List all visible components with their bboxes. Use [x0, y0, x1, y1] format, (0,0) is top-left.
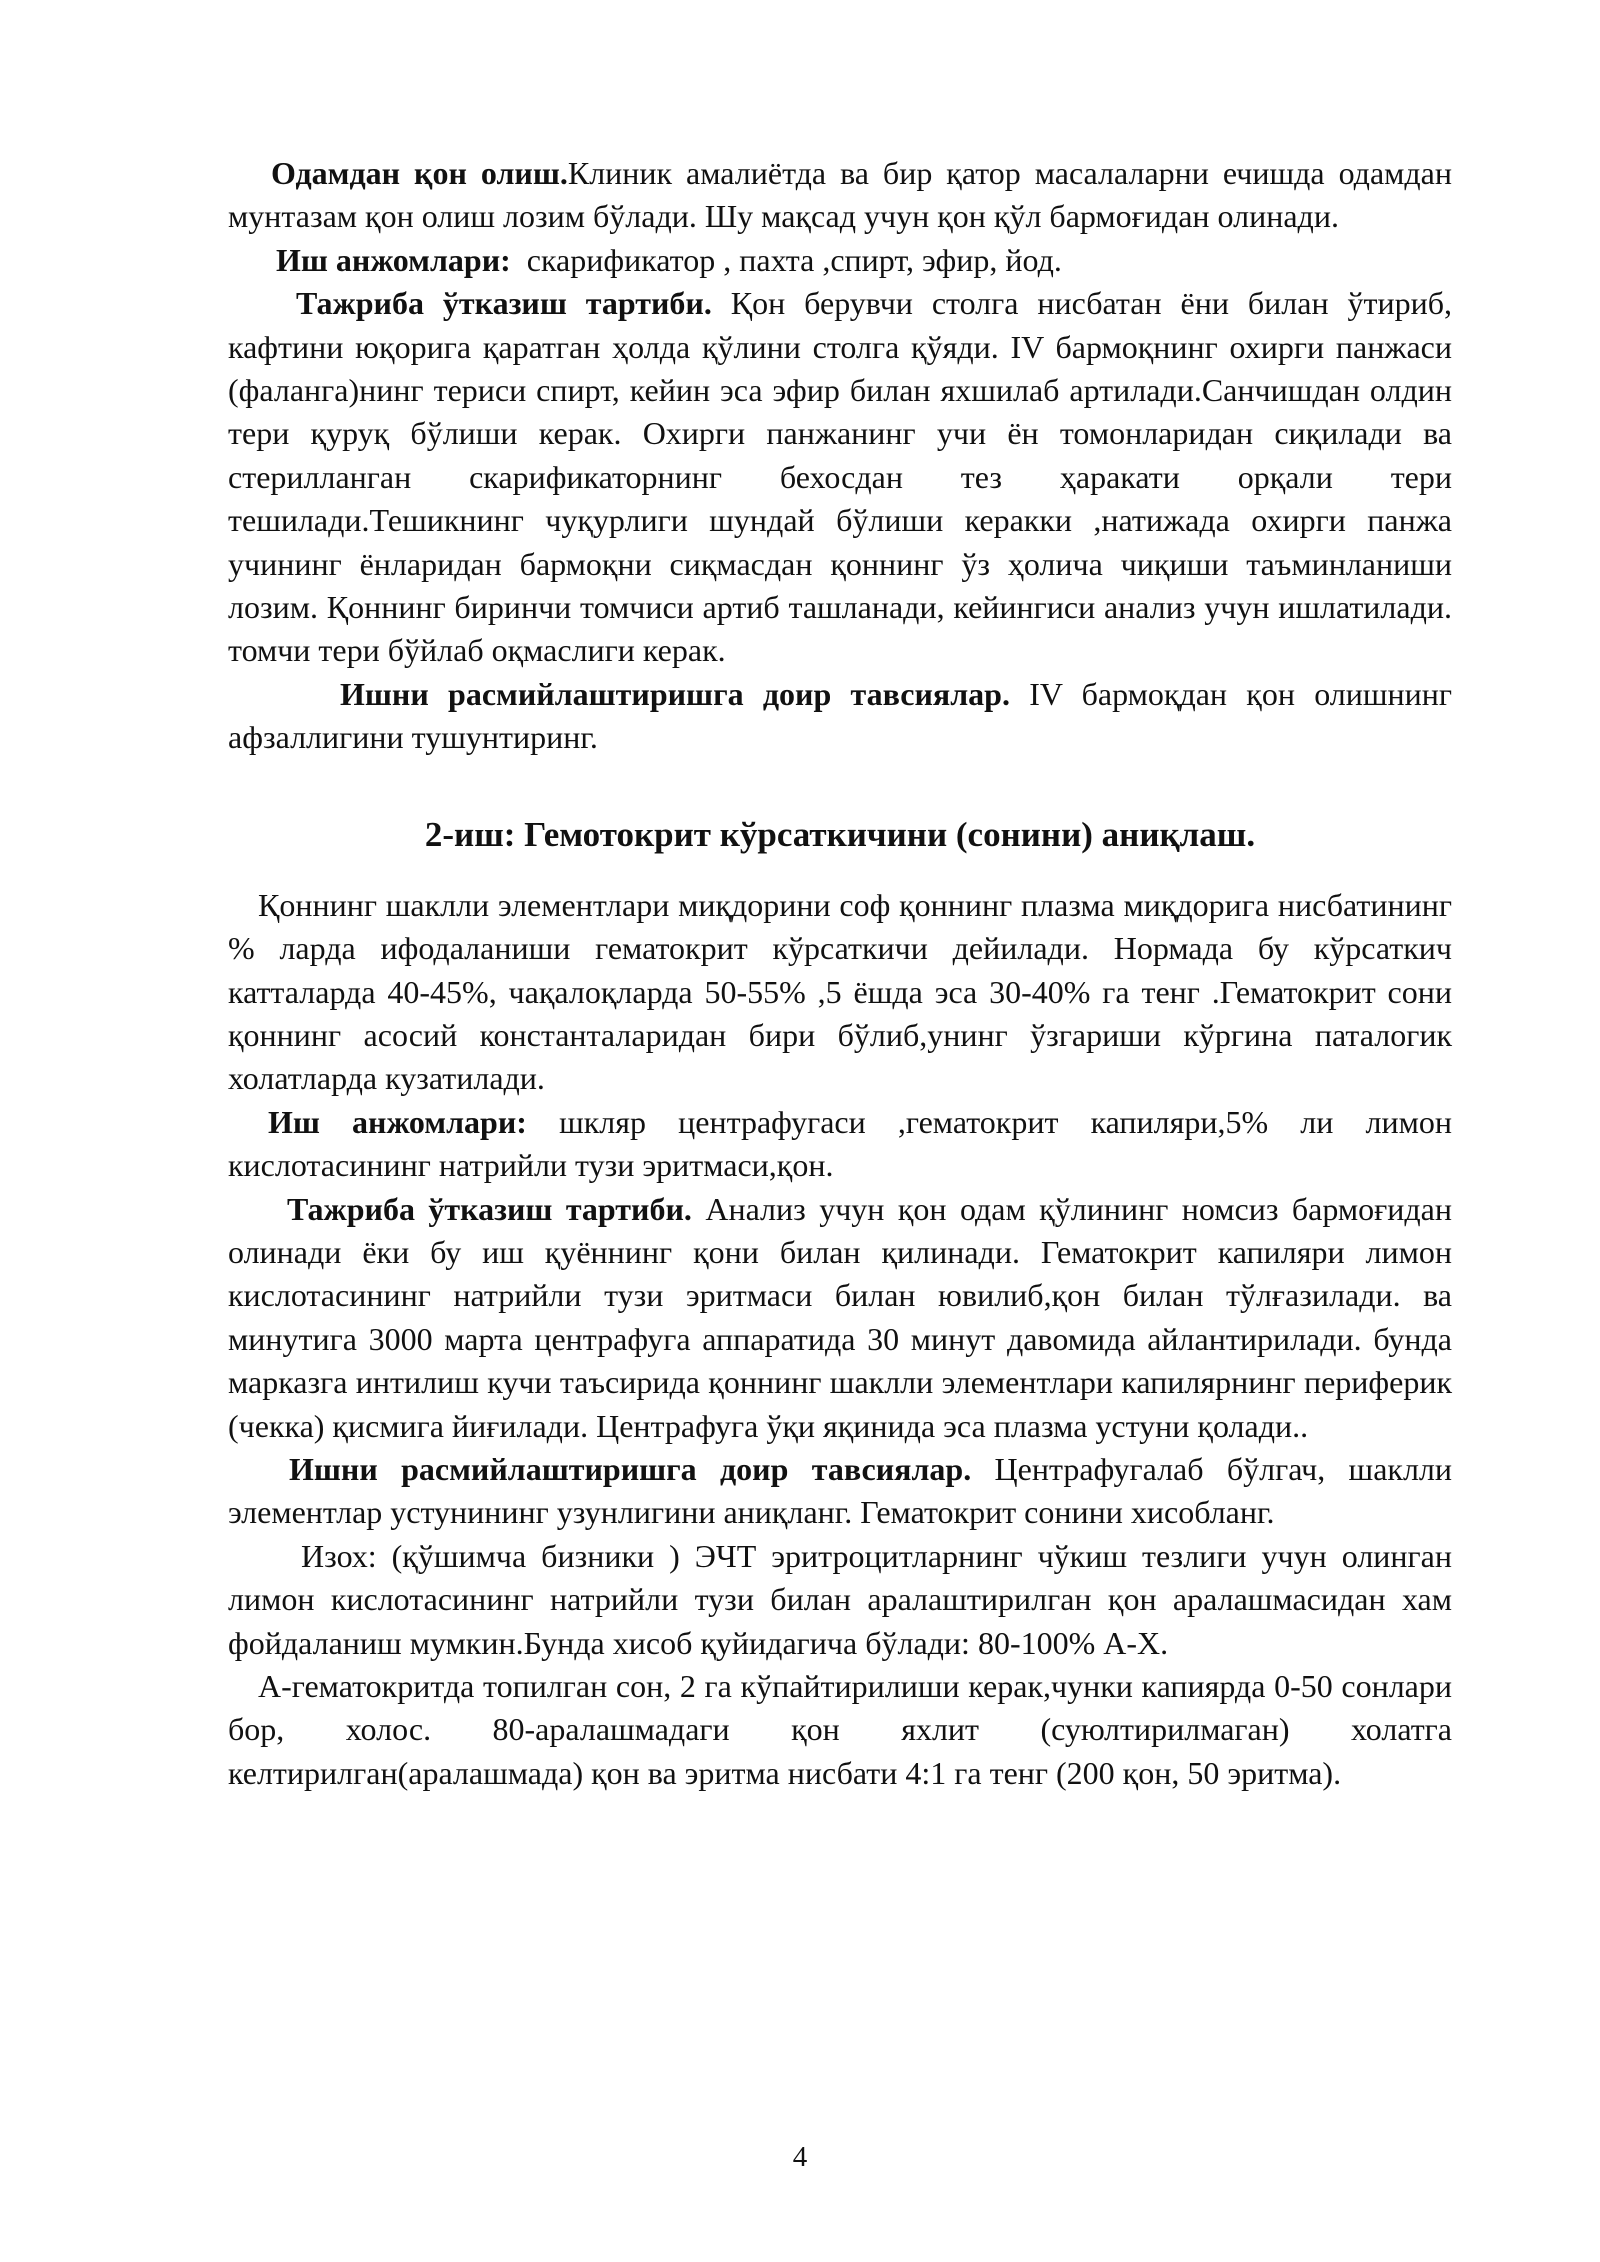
paragraph-title: Одамдан қон олиш. — [271, 155, 568, 191]
paragraph-title: Иш анжомлари: — [276, 241, 511, 278]
paragraph-text: Анализ учун қон одам қўлининг номсиз бармоғидан олинади ёки бу иш қуённинг қони билан қилинади. Гематокрит капиляри лимон кислотасининг натрийли тузи эритмаси билан ювилиб,қон билан тўлғазилади. ва минутига 3000 марта центрафуга аппаратида 30 минут давомида айлантирилади. бунда марказга интилиш кучи таъсирида қоннинг шаклли элементлари капилярнинг периферик (чекка) қисмига йиғилади. Центрафуга ўқи яқинида эса плазма устуни қолади.. — [228, 1190, 1453, 1444]
paragraph-title: Тажриба ўтказиш тартиби. — [296, 285, 712, 322]
paragraph-text: скарификатор , пахта ,спирт, эфир, йод. — [510, 241, 1062, 278]
paragraph-text: IV бармоқдан қон олишнинг афзаллигини тушунтиринг. — [228, 675, 1453, 756]
paragraph-equipment-2 — [228, 1101, 1452, 1188]
paragraph-procedure — [228, 282, 1452, 673]
paragraph-title: Ишни расмийлаштиришга доир тавсиялар. — [340, 675, 1010, 712]
document-page — [228, 152, 1452, 1795]
paragraph-text: Клиник амалиётда ва бир қатор масалаларни ечишда одамдан мунтазам қон олиш лозим бўлади. Шу мақсад учун қон қўл бармоғидан олинади. — [228, 155, 1453, 235]
paragraph-text: Изох: (қўшимча бизники ) ЭЧТ эритроцитларнинг чўкиш тезлиги учун олинган лимон кислотасининг натрийли тузи билан аралаштирилган қон аралашмасидан хам фойдаланиш мумкин.Бунда хисоб қуйидагича бўлади: 80-100% А-Х. — [228, 1537, 1452, 1661]
paragraph-note — [228, 1535, 1452, 1665]
paragraph-title: Ишни расмийлаштиришга доир тавсиялар. — [289, 1450, 972, 1487]
spacer — [228, 872, 1452, 884]
paragraph-hematocrit-definition — [228, 884, 1452, 1101]
paragraph-recommendations-2 — [228, 1448, 1452, 1535]
paragraph-equipment — [228, 239, 1452, 282]
paragraph-blood-sampling — [228, 152, 1452, 239]
paragraph-procedure-2 — [228, 1188, 1452, 1448]
paragraph-recommendations — [228, 673, 1452, 760]
paragraph-explanation — [228, 1665, 1452, 1795]
paragraph-text: А-гематокритда топилган сон, 2 га кўпайтирилиши керак,чунки капиярда 0-50 сонлари бор, холос. 80-аралашмадаги қон яхлит (суюлтирилмаган) холатга келтирилган(аралашмада) қон ва эритма нисбати 4:1 га тенг (200 қон, 50 эритма). — [228, 1668, 1452, 1791]
section-heading: 2-иш: Гемотокрит кўрсаткичини (сонини) аниқлаш. — [424, 814, 1256, 854]
paragraph-text: Қоннинг шаклли элементлари миқдорини соф қоннинг плазма миқдорига нисбатининг % ларда ифодаланиши гематокрит кўрсаткичи дейилади. Нормада бу кўрсаткич катталарда 40-45%, чақалоқларда 50-55% ,5 ёшда эса 30-40% га тенг .Гематокрит сони қоннинг асосий константаларидан бири бўлиб,унинг ўзгариши кўргина паталогик холатларда кузатилади. — [228, 886, 1452, 1097]
paragraph-text: шкляр центрафугаси ,гематокрит капиляри,5% ли лимон кислотасининг натрийли тузи эритмаси,қон. — [228, 1103, 1453, 1184]
page-number: 4 — [792, 2141, 808, 2173]
paragraph-title: Тажриба ўтказиш тартиби. — [287, 1190, 692, 1227]
paragraph-title: Иш анжомлари: — [268, 1103, 527, 1140]
paragraph-text: Қон берувчи столга нисбатан ёни билан ўтириб, кафтини юқорига қаратган ҳолда қўлини столга қўяди. IV бармоқнинг охирги панжаси (фаланга)нинг териси спирт, кейин эса эфир билан яхшилаб артилади.Санчишдан олдин тери қуруқ бўлиши керак. Охирги панжанинг учи ён томонларидан сиқилади ва стерилланган скарификаторнинг бехосдан тез ҳаракати орқали тери тешилади.Тешикнинг чуқурлиги шундай бўлиши керакки ,натижада охирги панжа учининг ёнларидан бармоқни сиқмасдан қоннинг ўз ҳолича чиқиши таъминланиши лозим. Қоннинг биринчи томчиси артиб ташланади, кейингиси анализ учун ишлатилади. томчи тери бўйлаб оқмаслиги керак. — [228, 285, 1453, 669]
paragraph-text: Центрафугалаб бўлгач, шаклли элементлар устунининг узунлигини аниқланг. Гематокрит сонини хисобланг. — [228, 1450, 1452, 1531]
